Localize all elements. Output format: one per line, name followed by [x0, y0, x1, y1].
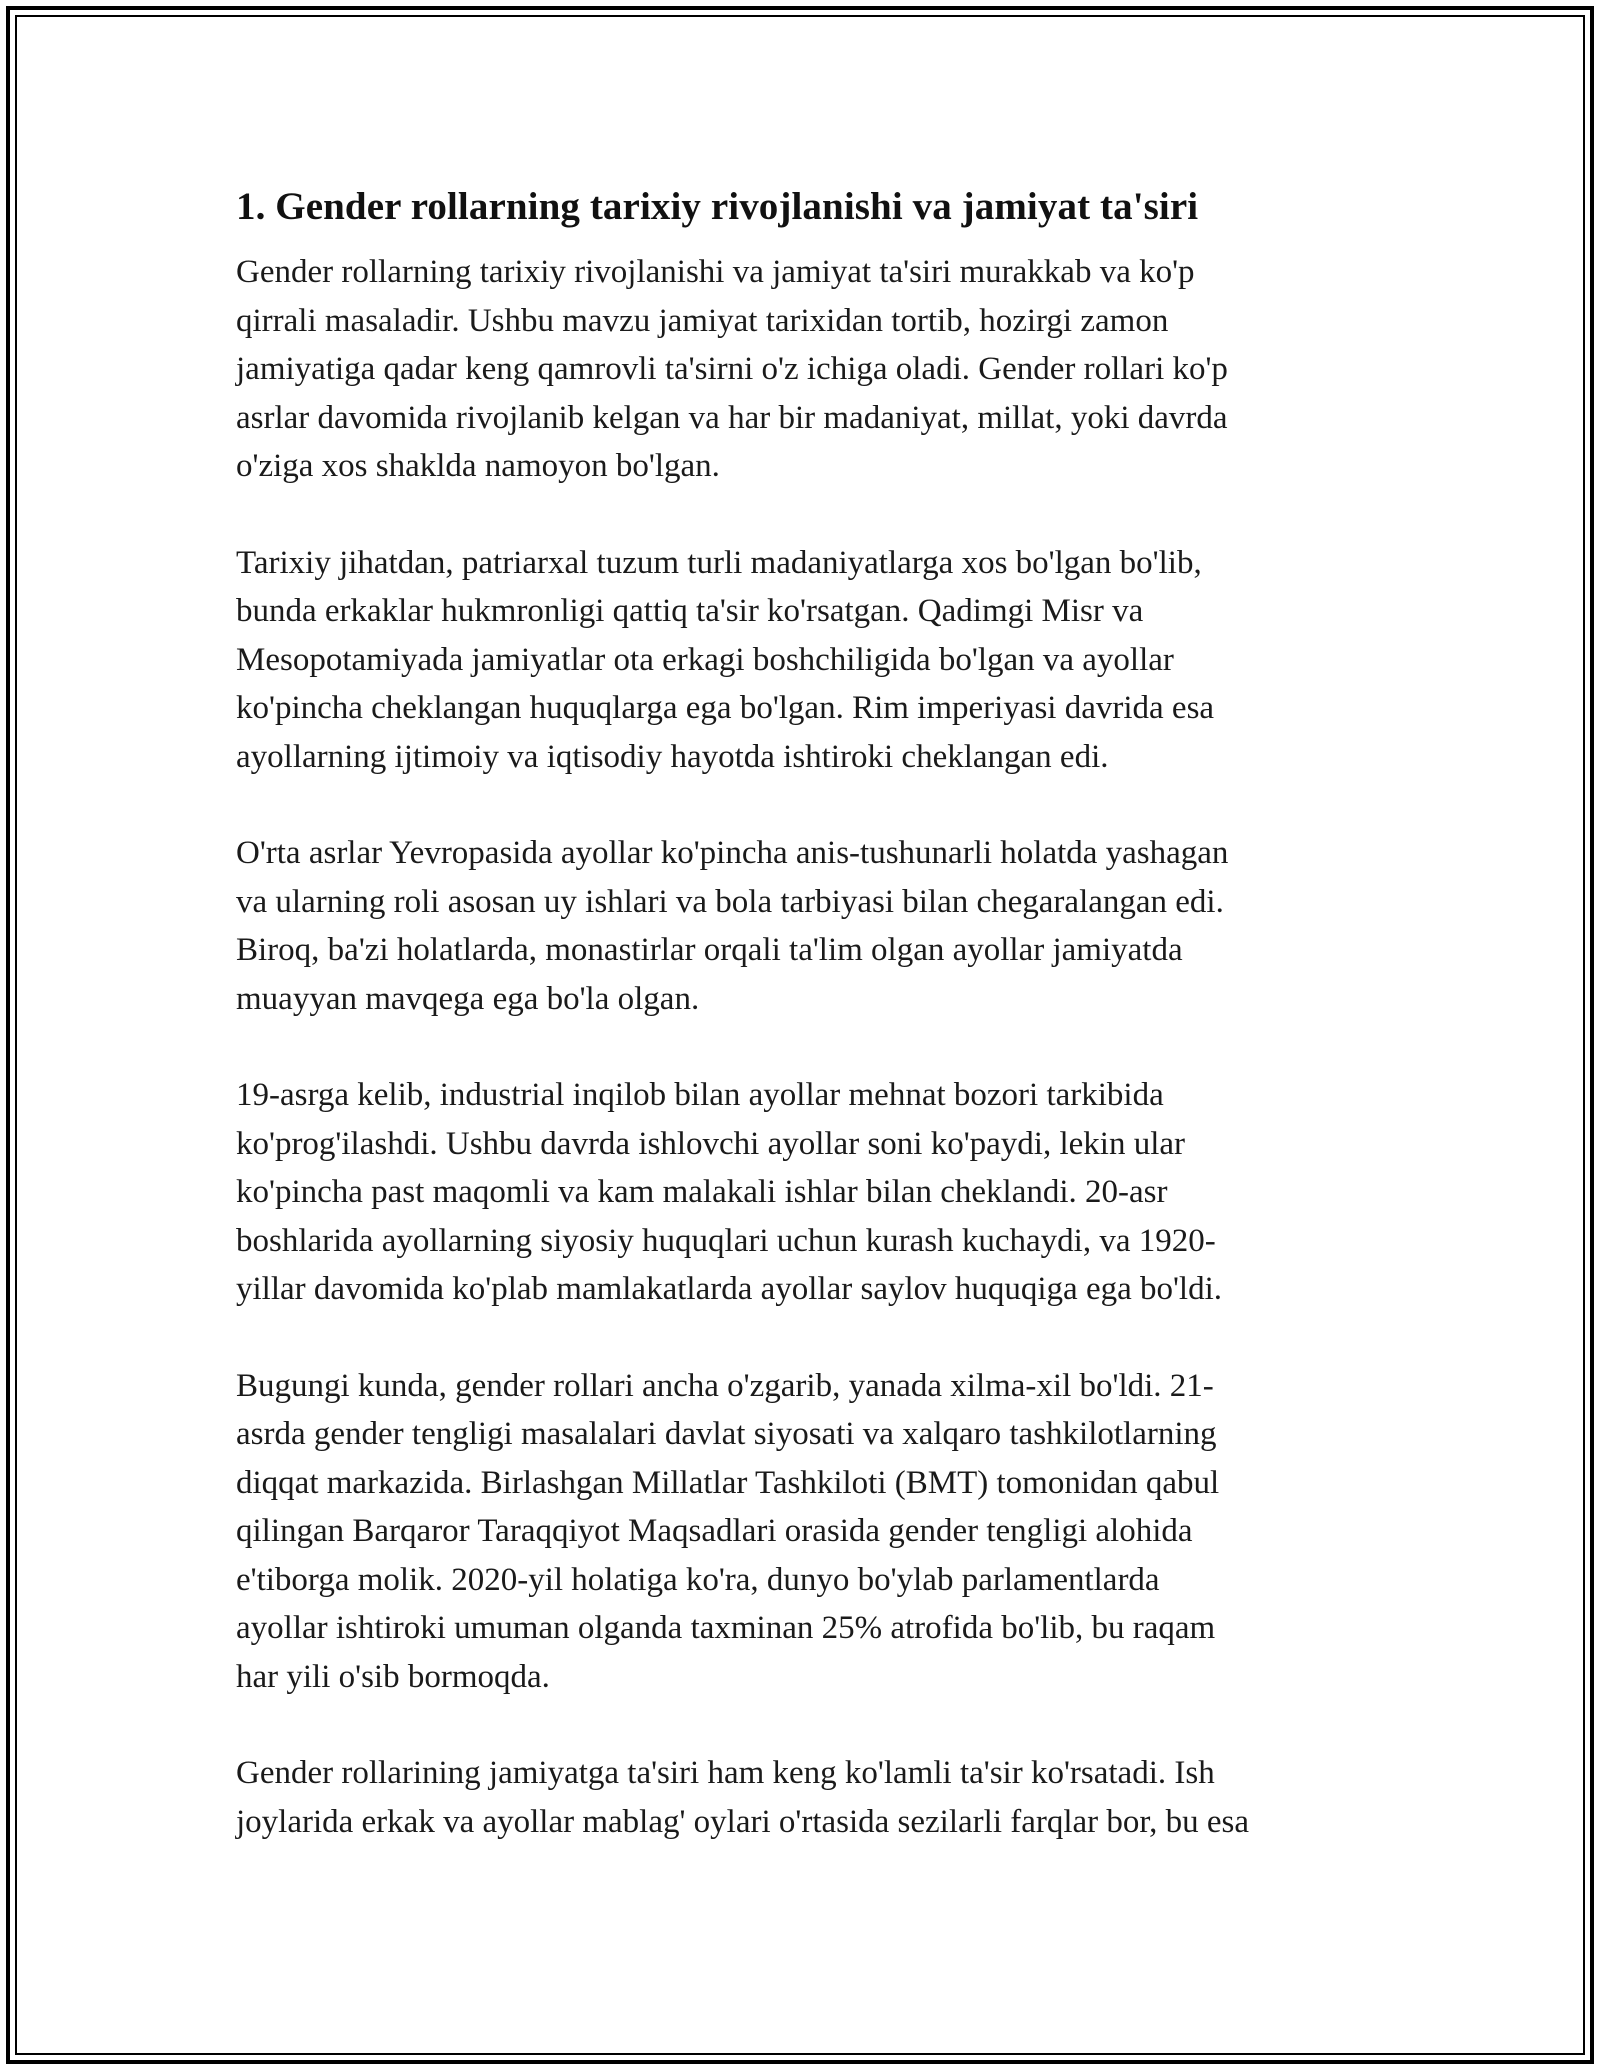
- paragraph-line: ko'pincha past maqomli va kam malakali ishlar bilan cheklandi. 20-asr: [236, 1174, 1168, 1210]
- paragraph: [236, 539, 1386, 782]
- paragraph-line: diqqat markazida. Birlashgan Millatlar Tashkiloti (BMT) tomonidan qabul: [236, 1464, 1220, 1501]
- paragraph: [236, 248, 1386, 491]
- paragraph-list: [236, 248, 1386, 1846]
- paragraph-line: O'rta asrlar Yevropasida ayollar ko'pincha anis-tushunarli holatda yashagan: [236, 835, 1229, 871]
- paragraph-line: e'tiborga molik. 2020-yil holatiga ko'ra, dunyo bo'ylab parlamentlarda: [236, 1561, 1160, 1598]
- paragraph-line: va ularning roli asosan uy ishlari va bola tarbiyasi bilan chegaralangan edi.: [236, 883, 1224, 920]
- paragraph-line: Gender rollarning tarixiy rivojlanishi va jamiyat ta'siri murakkab va ko'p: [236, 254, 1195, 290]
- paragraph-line: bunda erkaklar hukmronligi qattiq ta'sir ko'rsatgan. Qadimgi Misr va: [236, 593, 1144, 629]
- paragraph-line: ko'prog'ilashdi. Ushbu davrda ishlovchi ayollar soni ko'paydi, lekin ular: [236, 1125, 1186, 1162]
- paragraph-line: asrda gender tengligi masalalari davlat siyosati va xalqaro tashkilotlarning: [236, 1416, 1217, 1452]
- paragraph-line: Mesopotamiyada jamiyatlar ota erkagi boshchiligida bo'lgan va ayollar: [236, 641, 1174, 678]
- paragraph-line: boshlarida ayollarning siyosiy huquqlari uchun kurash kuchaydi, va 1920-: [236, 1222, 1216, 1259]
- paragraph-line: ko'pincha cheklangan huquqlarga ega bo'lgan. Rim imperiyasi davrida esa: [236, 690, 1215, 726]
- paragraph-line: Tarixiy jihatdan, patriarxal tuzum turli madaniyatlarga xos bo'lgan bo'lib,: [236, 544, 1202, 581]
- paragraph: [236, 829, 1386, 1023]
- paragraph-line: Gender rollarining jamiyatga ta'siri ham keng ko'lamli ta'sir ko'rsatadi. Ish: [236, 1755, 1215, 1791]
- paragraph: [236, 1749, 1386, 1846]
- paragraph-line: Bugungi kunda, gender rollari ancha o'zgarib, yanada xilma-xil bo'ldi. 21-: [236, 1367, 1214, 1404]
- paragraph-line: yillar davomida ko'plab mamlakatlarda ayollar saylov huquqiga ega bo'ldi.: [236, 1271, 1223, 1307]
- paragraph-line: joylarida erkak va ayollar mablag' oylari o'rtasida sezilarli farqlar bor, bu esa: [236, 1803, 1249, 1840]
- paragraph-line: asrlar davomida rivojlanib kelgan va har bir madaniyat, millat, yoki davrda: [236, 399, 1228, 436]
- paragraph-line: 19-asrga kelib, industrial inqilob bilan ayollar mehnat bozori tarkibida: [236, 1077, 1164, 1113]
- paragraph-line: o'ziga xos shaklda namoyon bo'lgan.: [236, 448, 720, 484]
- paragraph-line: Biroq, ba'zi holatlarda, monastirlar orqali ta'lim olgan ayollar jamiyatda: [236, 932, 1183, 968]
- paragraph-line: qirrali masaladir. Ushbu mavzu jamiyat tarixidan tortib, hozirgi zamon: [236, 302, 1169, 339]
- section-heading: 1. Gender rollarning tarixiy rivojlanishi va jamiyat ta'siri: [236, 185, 1199, 228]
- paragraph: [236, 1071, 1386, 1314]
- document-body: [236, 180, 1386, 1894]
- paragraph-line: jamiyatiga qadar keng qamrovli ta'sirni o'z ichiga oladi. Gender rollari ko'p: [236, 351, 1228, 387]
- paragraph: [236, 1362, 1386, 1702]
- paragraph-line: ayollar ishtiroki umuman olganda taxminan 25% atrofida bo'lib, bu raqam: [236, 1610, 1216, 1646]
- paragraph-line: ayollarning ijtimoiy va iqtisodiy hayotda ishtiroki cheklangan edi.: [236, 738, 1109, 775]
- paragraph-line: qilingan Barqaror Taraqqiyot Maqsadlari orasida gender tengligi alohida: [236, 1513, 1193, 1549]
- paragraph-line: muayyan mavqega ega bo'la olgan.: [236, 980, 700, 1017]
- paragraph-line: har yili o'sib bormoqda.: [236, 1658, 550, 1695]
